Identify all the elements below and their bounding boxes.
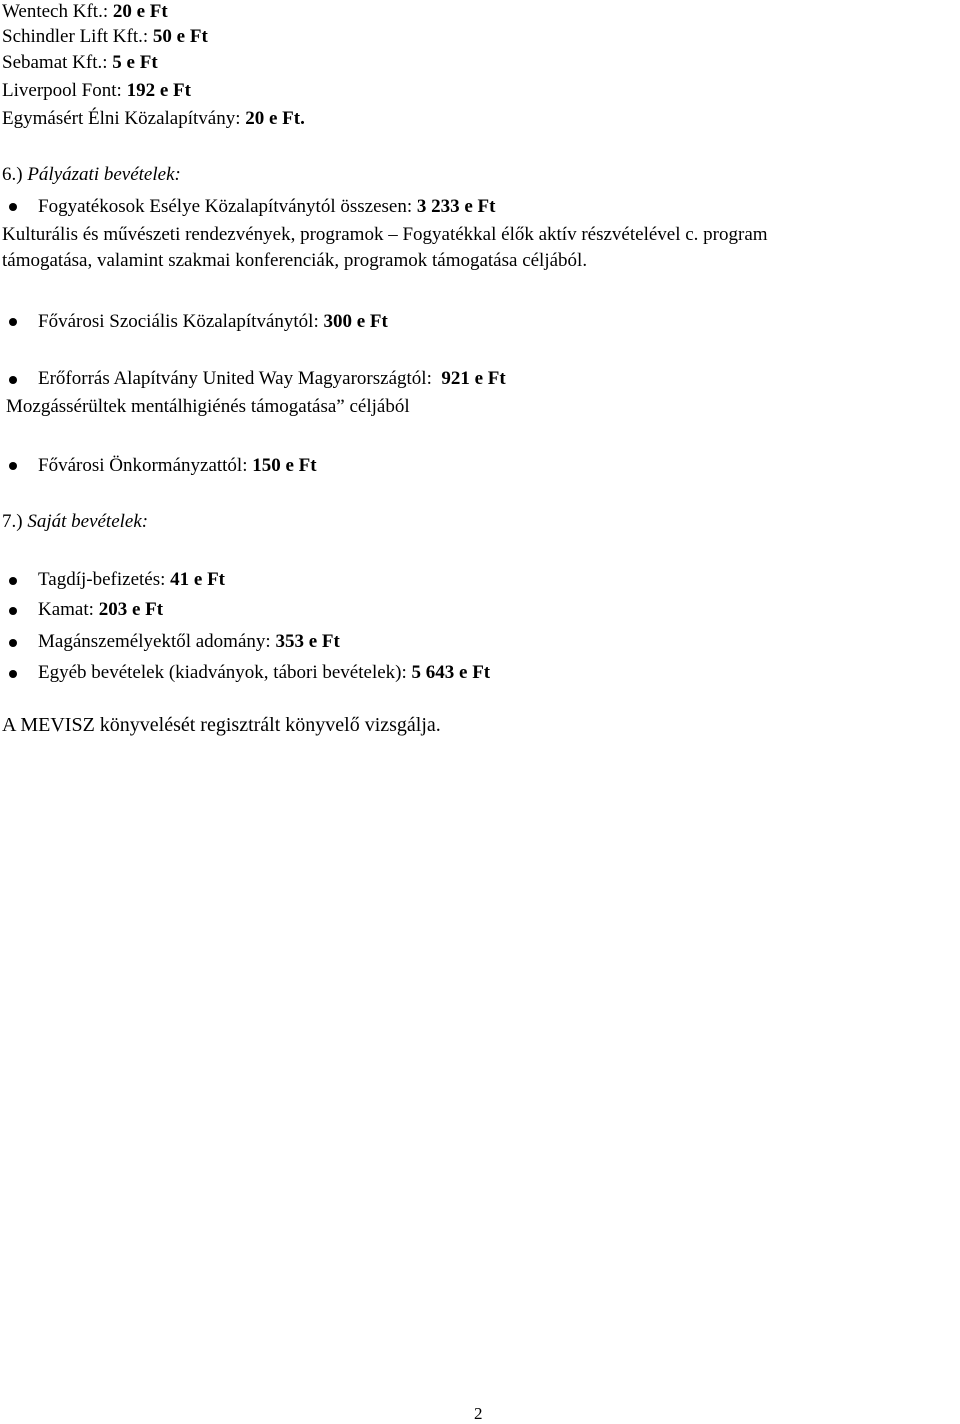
item-amount: 921 e Ft bbox=[441, 368, 506, 389]
bullet-icon bbox=[9, 318, 17, 326]
closing-statement: A MEVISZ könyvelését regisztrált könyvelő vizsgálja. bbox=[2, 714, 441, 736]
item-amount: 150 e Ft bbox=[252, 455, 317, 476]
bullet-icon bbox=[9, 639, 17, 647]
sponsor-amount: 50 e Ft bbox=[152, 26, 208, 47]
section-title: Pályázati bevételek: bbox=[27, 164, 181, 185]
sponsor-amount: 20 e Ft. bbox=[245, 108, 305, 129]
list-item: Fővárosi Szociális Közalapítványtól: 300 e Ft bbox=[38, 311, 388, 332]
sponsor-line bbox=[2, 25, 208, 49]
bullet-icon bbox=[9, 462, 17, 470]
list-item: Egyéb bevételek (kiadványok, tábori bevételek): 5 643 e Ft bbox=[38, 662, 491, 683]
bullet-icon bbox=[9, 376, 17, 384]
sponsor-name: Sebamat Kft.: bbox=[2, 52, 113, 73]
item-description: Mozgássérültek mentálhigiénés támogatása” céljából bbox=[6, 396, 410, 417]
item-description: Kulturális és művészeti rendezvények, programok – Fogyatékkal élők aktív részvételével c. program bbox=[2, 224, 768, 245]
item-amount: 353 e Ft bbox=[275, 631, 340, 652]
item-amount: 203 e Ft bbox=[98, 599, 164, 620]
section-heading: 6.) Pályázati bevételek: bbox=[2, 164, 181, 185]
sponsor-amount: 192 e Ft bbox=[126, 80, 191, 101]
section-title: Saját bevételek: bbox=[27, 511, 149, 532]
list-item: Erőforrás Alapítvány United Way Magyarországtól: 921 e Ft bbox=[38, 368, 506, 389]
list-item: Kamat: 203 e Ft bbox=[38, 599, 164, 620]
sponsor-name: Egymásért Élni Közalapítvány: bbox=[2, 108, 246, 129]
item-description: támogatása, valamint szakmai konferenciák, programok támogatása céljából. bbox=[2, 250, 588, 271]
list-item: Fogyatékosok Esélye Közalapítványtól összesen: 3 233 e Ft bbox=[38, 196, 496, 217]
page-number: 2 bbox=[474, 1404, 483, 1423]
bullet-icon bbox=[9, 577, 17, 585]
sponsor-line bbox=[2, 51, 158, 75]
bullet-icon bbox=[9, 607, 17, 615]
item-amount: 3 233 e Ft bbox=[416, 196, 496, 217]
bullet-icon bbox=[9, 203, 17, 211]
sponsor-amount: 20 e Ft bbox=[112, 1, 168, 22]
item-amount: 41 e Ft bbox=[170, 569, 226, 590]
sponsor-line bbox=[2, 79, 191, 103]
sponsor-amount: 5 e Ft bbox=[112, 52, 158, 73]
list-item: Tagdíj-befizetés: 41 e Ft bbox=[38, 569, 226, 590]
item-amount: 5 643 e Ft bbox=[411, 662, 491, 683]
list-item: Magánszemélyektől adomány: 353 e Ft bbox=[38, 631, 340, 652]
sponsor-name: Liverpool Font: bbox=[2, 80, 127, 101]
item-amount: 300 e Ft bbox=[323, 311, 388, 332]
list-item: Fővárosi Önkormányzattól: 150 e Ft bbox=[38, 455, 317, 476]
sponsor-name: Schindler Lift Kft.: bbox=[2, 26, 153, 47]
sponsor-line bbox=[2, 0, 168, 24]
bullet-icon bbox=[9, 670, 17, 678]
section-heading: 7.) Saját bevételek: bbox=[2, 511, 149, 532]
sponsor-line bbox=[2, 107, 305, 131]
sponsor-name: Wentech Kft.: bbox=[2, 1, 113, 22]
